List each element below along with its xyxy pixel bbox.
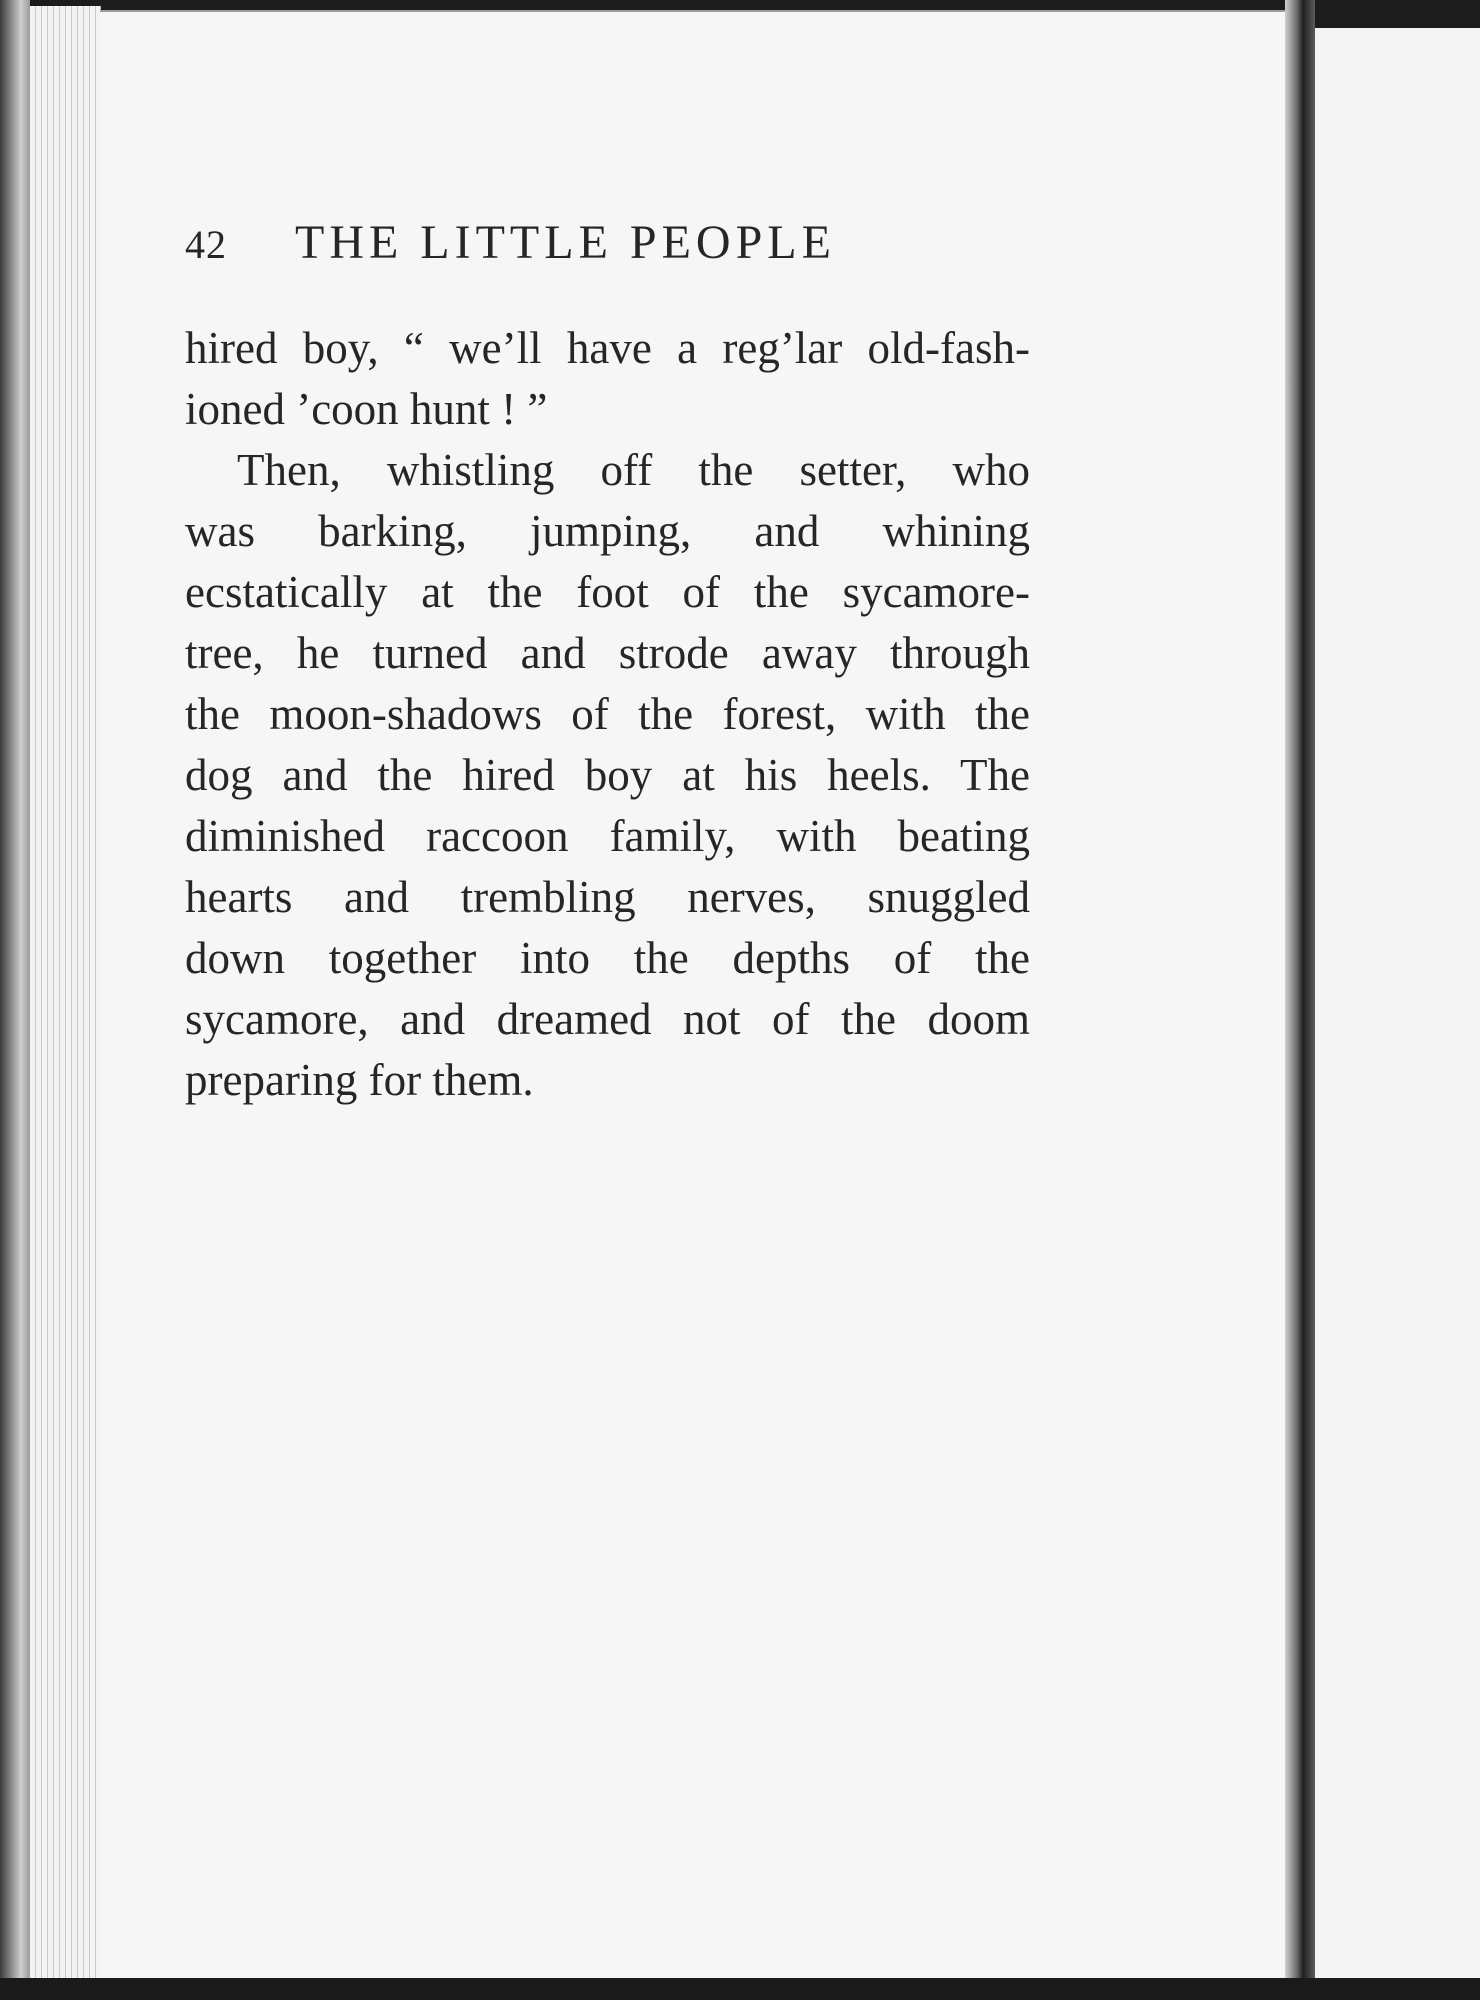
- page-edges: [30, 6, 101, 1981]
- text-line: ecstatically at the foot of the sycamore-: [185, 567, 1030, 617]
- text-line: Then, whistling off the setter, who: [237, 445, 1030, 495]
- text-line: down together into the depths of the: [185, 933, 1030, 983]
- text-line: dog and the hired boy at his heels. The: [185, 750, 1030, 800]
- body-text: [185, 318, 1030, 1111]
- page-number: 42: [185, 222, 227, 267]
- text-line: sycamore, and dreamed not of the doom: [185, 994, 1030, 1044]
- text-line: the moon-shadows of the forest, with the: [185, 689, 1030, 739]
- text-line: hearts and trembling nerves, snuggled: [185, 872, 1030, 922]
- facing-page: [1315, 28, 1480, 1978]
- text-line: hired boy, “ we’ll have a reg’lar old-fash-: [185, 323, 1030, 373]
- text-line: tree, he turned and strode away through: [185, 628, 1030, 678]
- text-line: ioned ’coon hunt ! ”: [185, 384, 548, 434]
- running-head: [185, 215, 836, 270]
- text-line: preparing for them.: [185, 1055, 534, 1105]
- text-line: was barking, jumping, and whining: [185, 506, 1030, 556]
- gutter-shadow: [1285, 0, 1315, 2000]
- bottom-edge: [0, 1978, 1480, 2000]
- binding-edge: [0, 0, 30, 2000]
- running-title: THE LITTLE PEOPLE: [295, 216, 836, 269]
- text-line: diminished raccoon family, with beating: [185, 811, 1030, 861]
